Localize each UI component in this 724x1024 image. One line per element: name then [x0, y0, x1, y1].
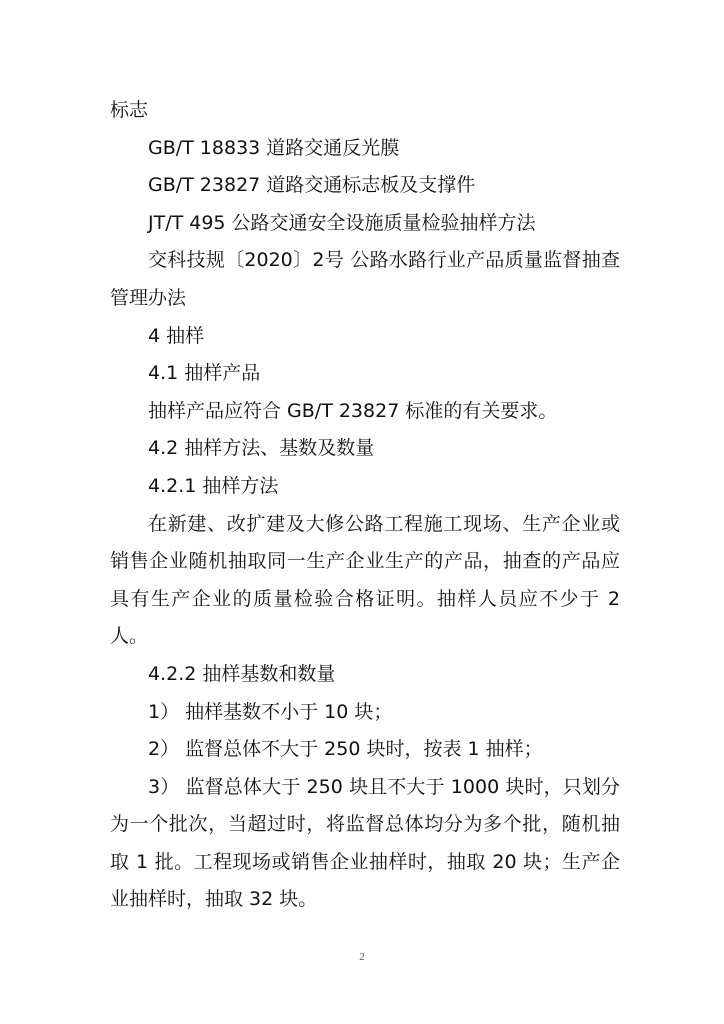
document-body: [110, 92, 620, 919]
section-heading-4-2-1: 4.2.1 抽样方法: [148, 474, 279, 497]
paragraph-4-2-1-body: 在新建、改扩建及大修公路工程施工现场、生产企业或销售企业随机抽取同一生产企业生产的产品，抽查的产品应具有生产企业的质量检验合格证明。抽样人员应不少于 2 人。: [110, 512, 620, 648]
list-item-1: 1） 抽样基数不小于 10 块；: [148, 700, 393, 723]
page-number: 2: [359, 951, 365, 963]
reference-jiaoke-jigui: 交科技规〔2020〕2号 公路水路行业产品质量监督抽查管理办法: [110, 249, 620, 309]
list-item-3: 3） 监督总体大于 250 块且不大于 1000 块时，只划分为一个批次，当超过时，将监督总体均分为多个批，随机抽取 1 批。工程现场或销售企业抽样时，抽取 20 块；生产企业抽样时，抽取 32 块。: [110, 775, 620, 911]
section-heading-4-2-2: 4.2.2 抽样基数和数量: [148, 662, 336, 685]
list-item-2: 2） 监督总体不大于 250 块时，按表 1 抽样；: [148, 738, 543, 761]
reference-jtt-495: JT/T 495 公路交通安全设施质量检验抽样方法: [148, 211, 536, 234]
reference-gbt-18833: GB/T 18833 道路交通反光膜: [148, 136, 400, 159]
reference-gbt-23827: GB/T 23827 道路交通标志板及支撑件: [148, 174, 476, 197]
section-heading-4-2: 4.2 抽样方法、基数及数量: [148, 437, 375, 460]
section-heading-4-1: 4.1 抽样产品: [148, 362, 261, 385]
section-heading-4: 4 抽样: [148, 324, 205, 347]
paragraph-continuation: 标志: [110, 99, 149, 121]
paragraph-4-1-body: 抽样产品应符合 GB/T 23827 标准的有关要求。: [148, 399, 558, 422]
